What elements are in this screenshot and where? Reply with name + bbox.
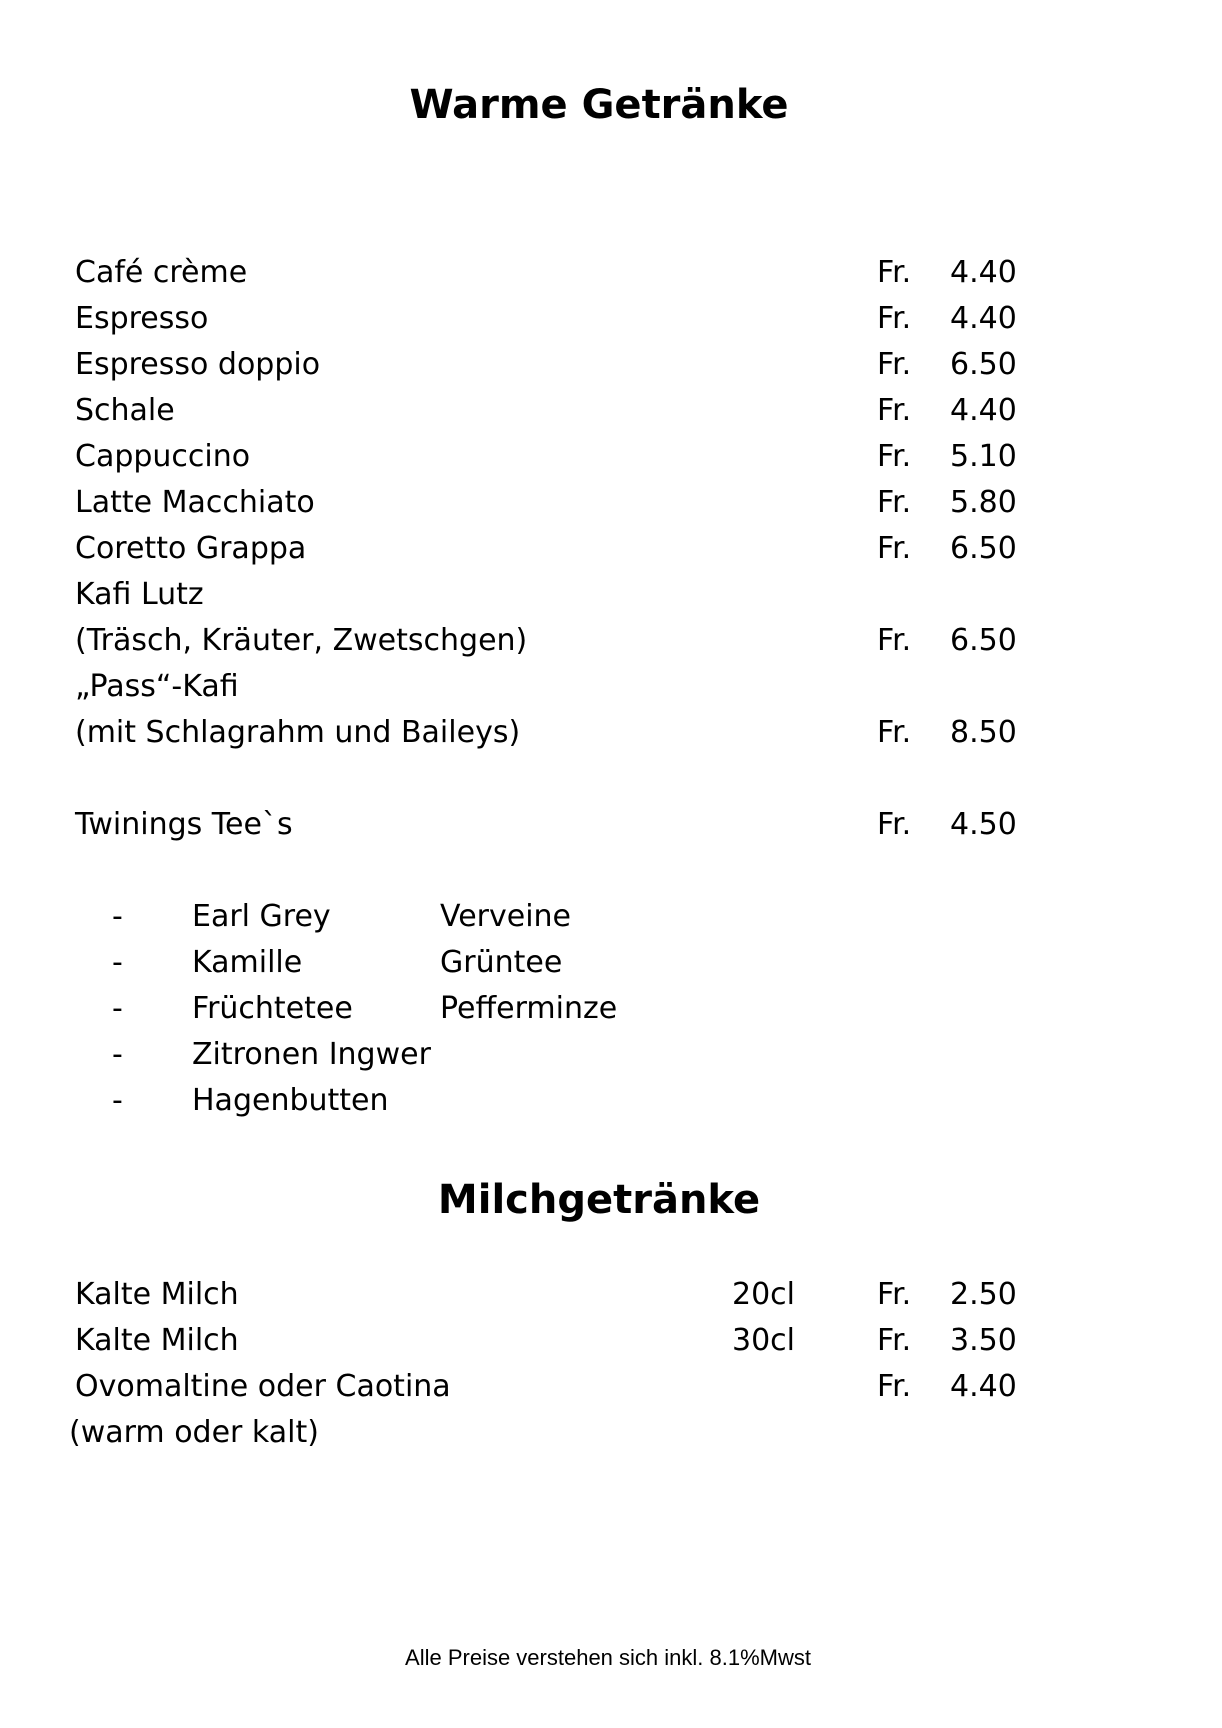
tea-variety: Früchtetee bbox=[192, 991, 353, 1026]
item-name: (warm oder kalt) bbox=[69, 1415, 319, 1450]
list-item bbox=[0, 434, 1222, 480]
tea-row bbox=[0, 986, 1222, 1032]
section-title-warm-drinks: Warme Getränke bbox=[409, 82, 789, 128]
item-price: 4.50 bbox=[950, 807, 1017, 842]
item-currency: Fr. bbox=[877, 439, 912, 474]
item-name: Schale bbox=[75, 393, 175, 428]
dash-bullet: - bbox=[112, 945, 123, 980]
tea-variety: Kamille bbox=[192, 945, 303, 980]
item-currency: Fr. bbox=[877, 347, 912, 382]
item-price: 4.40 bbox=[950, 255, 1017, 290]
vat-note-text: Alle Preise verstehen sich inkl. 8.1%Mwst bbox=[405, 1645, 811, 1670]
list-item bbox=[0, 1410, 1222, 1456]
list-item bbox=[0, 1318, 1222, 1364]
item-name: Café crème bbox=[75, 255, 248, 290]
list-item bbox=[0, 1272, 1222, 1318]
item-name: (mit Schlagrahm und Baileys) bbox=[75, 715, 521, 750]
item-price: 4.40 bbox=[950, 1369, 1017, 1404]
item-currency: Fr. bbox=[877, 485, 912, 520]
item-name: „Pass“-Kafi bbox=[75, 669, 239, 704]
item-price: 3.50 bbox=[950, 1323, 1017, 1358]
item-currency: Fr. bbox=[877, 1277, 912, 1312]
item-name: Kalte Milch bbox=[75, 1323, 239, 1358]
item-currency: Fr. bbox=[877, 807, 912, 842]
tea-row bbox=[0, 940, 1222, 986]
dash-bullet: - bbox=[112, 1083, 123, 1118]
item-price: 4.40 bbox=[950, 301, 1017, 336]
list-item bbox=[0, 388, 1222, 434]
list-item bbox=[0, 618, 1222, 664]
list-item bbox=[0, 572, 1222, 618]
item-currency: Fr. bbox=[877, 1369, 912, 1404]
tea-row bbox=[0, 894, 1222, 940]
item-name: Twinings Tee`s bbox=[75, 807, 293, 842]
dash-bullet: - bbox=[112, 1037, 123, 1072]
item-currency: Fr. bbox=[877, 255, 912, 290]
item-name: (Träsch, Kräuter, Zwetschgen) bbox=[75, 623, 528, 658]
tea-variety: Earl Grey bbox=[192, 899, 331, 934]
item-price: 4.40 bbox=[950, 393, 1017, 428]
list-item bbox=[0, 480, 1222, 526]
item-currency: Fr. bbox=[877, 1323, 912, 1358]
item-name: Kafi Lutz bbox=[75, 577, 204, 612]
item-name: Ovomaltine oder Caotina bbox=[75, 1369, 451, 1404]
item-price: 5.80 bbox=[950, 485, 1017, 520]
item-currency: Fr. bbox=[877, 715, 912, 750]
item-name: Latte Macchiato bbox=[75, 485, 315, 520]
tea-variety: Grüntee bbox=[440, 945, 563, 980]
list-item bbox=[0, 664, 1222, 710]
item-size: 30cl bbox=[732, 1323, 796, 1358]
tea-variety: Pefferminze bbox=[440, 991, 618, 1026]
list-item bbox=[0, 1364, 1222, 1410]
item-price: 6.50 bbox=[950, 623, 1017, 658]
item-currency: Fr. bbox=[877, 623, 912, 658]
item-currency: Fr. bbox=[877, 301, 912, 336]
item-name: Kalte Milch bbox=[75, 1277, 239, 1312]
tea-variety: Verveine bbox=[440, 899, 572, 934]
item-name: Cappuccino bbox=[75, 439, 251, 474]
item-name: Espresso bbox=[75, 301, 209, 336]
section-title-milk-drinks: Milchgetränke bbox=[437, 1177, 761, 1223]
list-item bbox=[0, 342, 1222, 388]
list-item bbox=[0, 250, 1222, 296]
list-item-tea bbox=[0, 802, 1222, 848]
tea-variety: Zitronen Ingwer bbox=[192, 1037, 431, 1072]
dash-bullet: - bbox=[112, 991, 123, 1026]
item-currency: Fr. bbox=[877, 393, 912, 428]
list-item bbox=[0, 526, 1222, 572]
dash-bullet: - bbox=[112, 899, 123, 934]
item-currency: Fr. bbox=[877, 531, 912, 566]
item-price: 8.50 bbox=[950, 715, 1017, 750]
item-price: 5.10 bbox=[950, 439, 1017, 474]
tea-row bbox=[0, 1032, 1222, 1078]
item-name: Coretto Grappa bbox=[75, 531, 307, 566]
list-item bbox=[0, 296, 1222, 342]
tea-row bbox=[0, 1078, 1222, 1124]
item-name: Espresso doppio bbox=[75, 347, 321, 382]
vat-note bbox=[0, 1643, 1222, 1673]
tea-variety: Hagenbutten bbox=[192, 1083, 389, 1118]
item-size: 20cl bbox=[732, 1277, 796, 1312]
list-item bbox=[0, 710, 1222, 756]
item-price: 6.50 bbox=[950, 347, 1017, 382]
item-price: 2.50 bbox=[950, 1277, 1017, 1312]
item-price: 6.50 bbox=[950, 531, 1017, 566]
